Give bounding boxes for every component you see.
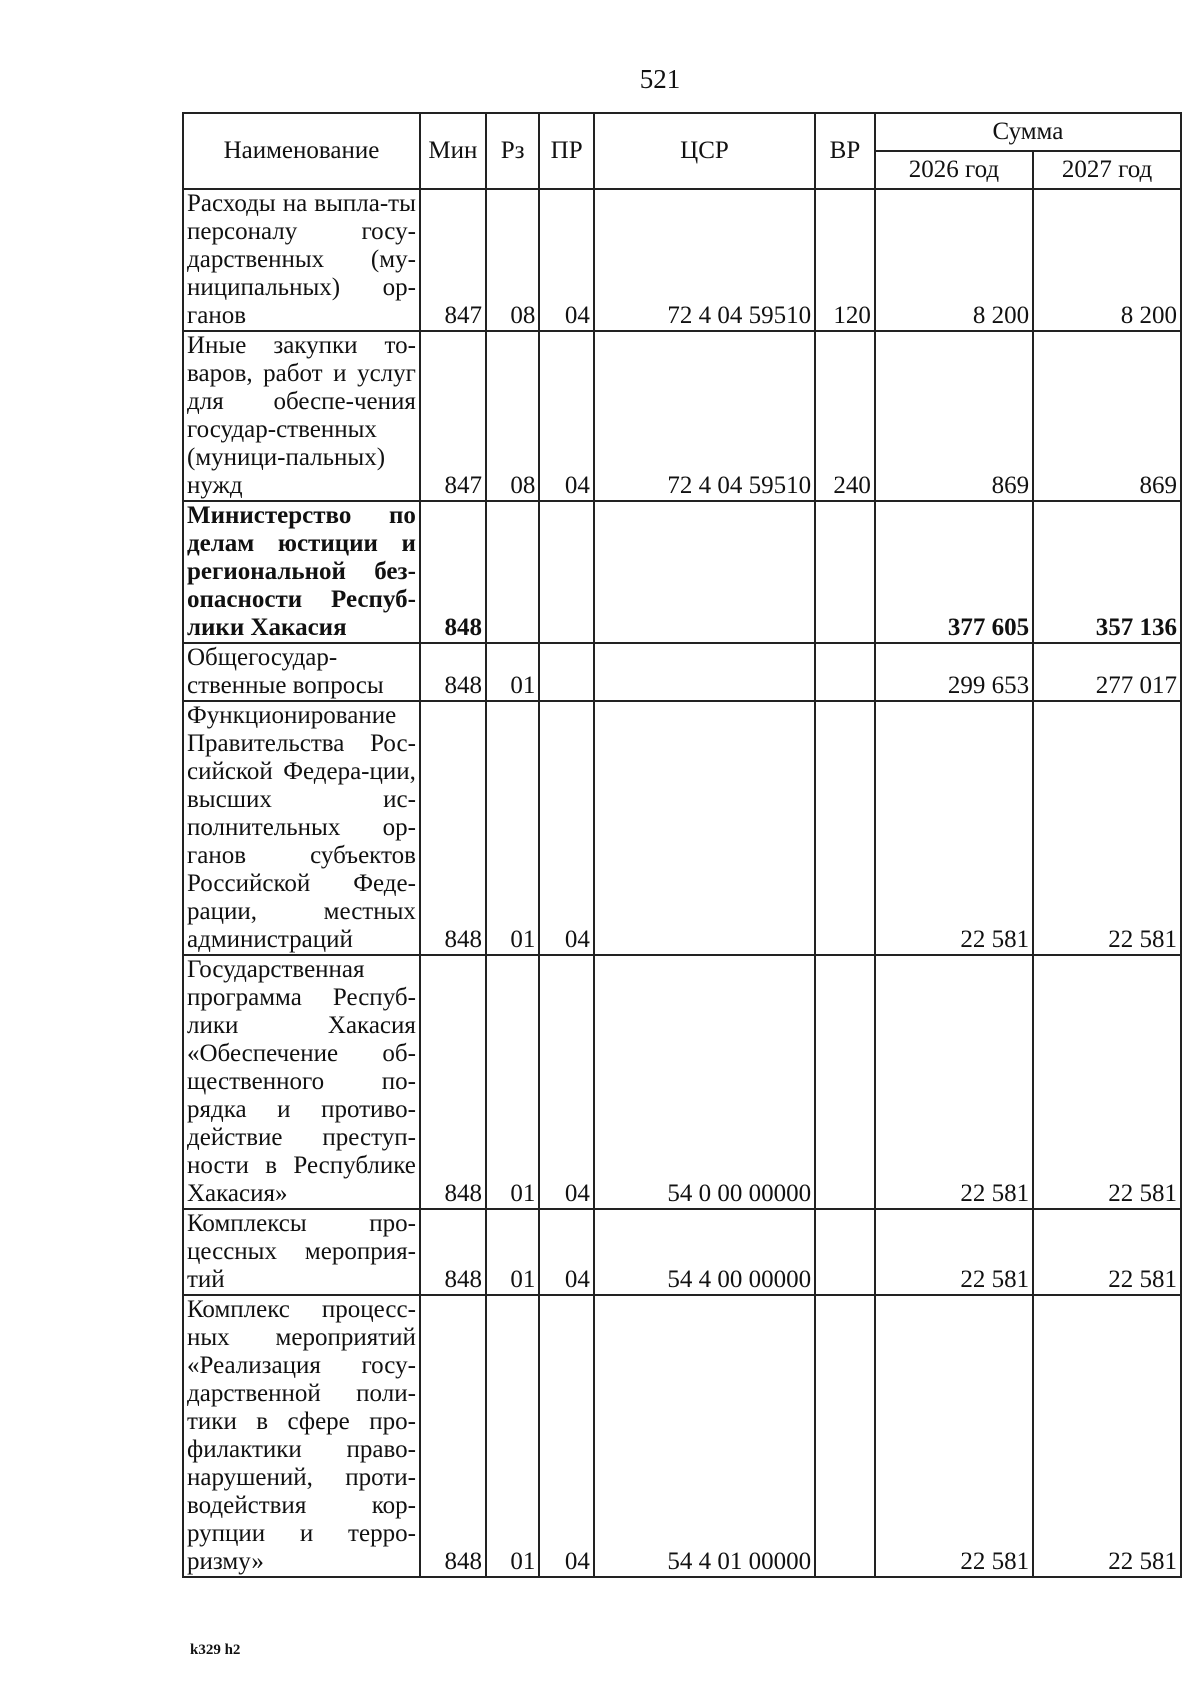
cell-name: Комплекс процесс-ных мероприятий «Реализация госу-дарственной поли-тики в сфере про-филактики право-нарушений, проти-водействия кор-рупции и терро-ризму»	[183, 1295, 420, 1577]
header-pr: ПР	[539, 113, 594, 189]
table-row	[183, 501, 1181, 643]
cell-csr: 54 4 01 00000	[594, 1295, 815, 1577]
cell-name: Министерство по делам юстиции и региональной без-опасности Респуб-лики Хакасия	[183, 501, 420, 643]
cell-rz: 01	[486, 1295, 539, 1577]
cell-csr	[594, 643, 815, 701]
header-csr: ЦСР	[594, 113, 815, 189]
cell-vr	[815, 643, 875, 701]
cell-name: Иные закупки то-варов, работ и услуг для обеспе-чения государ-ственных (муници-пальных) нужд	[183, 331, 420, 501]
cell-y2026: 22 581	[875, 955, 1033, 1209]
cell-vr	[815, 501, 875, 643]
cell-min: 848	[420, 501, 486, 643]
header-row	[183, 113, 1181, 151]
table-row	[183, 643, 1181, 701]
header-sum: Сумма	[875, 113, 1181, 151]
cell-vr	[815, 701, 875, 955]
cell-pr: 04	[539, 189, 594, 331]
budget-table	[182, 112, 1182, 1578]
cell-csr	[594, 501, 815, 643]
cell-vr	[815, 1209, 875, 1295]
cell-pr: 04	[539, 1209, 594, 1295]
cell-y2027: 357 136	[1033, 501, 1181, 643]
cell-name: Функционирование Правительства Рос-сийской Федера-ции, высших ис-полнительных ор-ганов субъектов Российской Феде-рации, местных администраций	[183, 701, 420, 955]
header-min: Мин	[420, 113, 486, 189]
cell-rz	[486, 501, 539, 643]
cell-csr: 72 4 04 59510	[594, 331, 815, 501]
cell-y2026: 299 653	[875, 643, 1033, 701]
cell-pr: 04	[539, 1295, 594, 1577]
cell-y2026: 22 581	[875, 1295, 1033, 1577]
header-rz: Рз	[486, 113, 539, 189]
cell-vr: 120	[815, 189, 875, 331]
cell-y2026: 8 200	[875, 189, 1033, 331]
cell-vr	[815, 1295, 875, 1577]
cell-pr: 04	[539, 955, 594, 1209]
cell-y2027: 22 581	[1033, 955, 1181, 1209]
cell-pr	[539, 501, 594, 643]
cell-rz: 01	[486, 643, 539, 701]
cell-name: Расходы на выпла-ты персоналу госу-дарственных (му-ниципальных) ор-ганов	[183, 189, 420, 331]
cell-rz: 08	[486, 189, 539, 331]
cell-min: 848	[420, 1209, 486, 1295]
table-row	[183, 1209, 1181, 1295]
cell-min: 847	[420, 331, 486, 501]
cell-y2026: 377 605	[875, 501, 1033, 643]
cell-csr	[594, 701, 815, 955]
cell-min: 847	[420, 189, 486, 331]
cell-y2027: 22 581	[1033, 1209, 1181, 1295]
table-row	[183, 189, 1181, 331]
header-2026: 2026 год	[875, 151, 1033, 189]
cell-y2026: 22 581	[875, 701, 1033, 955]
page-number: 521	[639, 64, 681, 94]
cell-min: 848	[420, 643, 486, 701]
cell-y2027: 8 200	[1033, 189, 1181, 331]
cell-rz: 01	[486, 955, 539, 1209]
cell-y2027: 869	[1033, 331, 1181, 501]
cell-pr: 04	[539, 331, 594, 501]
cell-csr: 54 0 00 00000	[594, 955, 815, 1209]
cell-csr: 72 4 04 59510	[594, 189, 815, 331]
cell-y2026: 869	[875, 331, 1033, 501]
footer-code: k329 h2	[190, 1642, 241, 1658]
cell-name: Государственная программа Респуб-лики Хакасия «Обеспечение об-щественного по-рядка и противо-действие преступ-ности в Республике Хакасия»	[183, 955, 420, 1209]
table-row	[183, 331, 1181, 501]
table-row	[183, 701, 1181, 955]
cell-pr: 04	[539, 701, 594, 955]
cell-vr	[815, 955, 875, 1209]
cell-y2027: 22 581	[1033, 1295, 1181, 1577]
cell-pr	[539, 643, 594, 701]
cell-name: Общегосудар-ственные вопросы	[183, 643, 420, 701]
cell-y2026: 22 581	[875, 1209, 1033, 1295]
cell-min: 848	[420, 955, 486, 1209]
cell-min: 848	[420, 1295, 486, 1577]
cell-vr: 240	[815, 331, 875, 501]
header-name: Наименование	[183, 113, 420, 189]
cell-name: Комплексы про-цессных мероприя-тий	[183, 1209, 420, 1295]
table-row	[183, 1295, 1181, 1577]
cell-rz: 01	[486, 1209, 539, 1295]
cell-y2027: 277 017	[1033, 643, 1181, 701]
cell-csr: 54 4 00 00000	[594, 1209, 815, 1295]
table-body	[183, 189, 1181, 1577]
cell-rz: 08	[486, 331, 539, 501]
header-2027: 2027 год	[1033, 151, 1181, 189]
header-vr: ВР	[815, 113, 875, 189]
cell-min: 848	[420, 701, 486, 955]
cell-rz: 01	[486, 701, 539, 955]
cell-y2027: 22 581	[1033, 701, 1181, 955]
table-row	[183, 955, 1181, 1209]
